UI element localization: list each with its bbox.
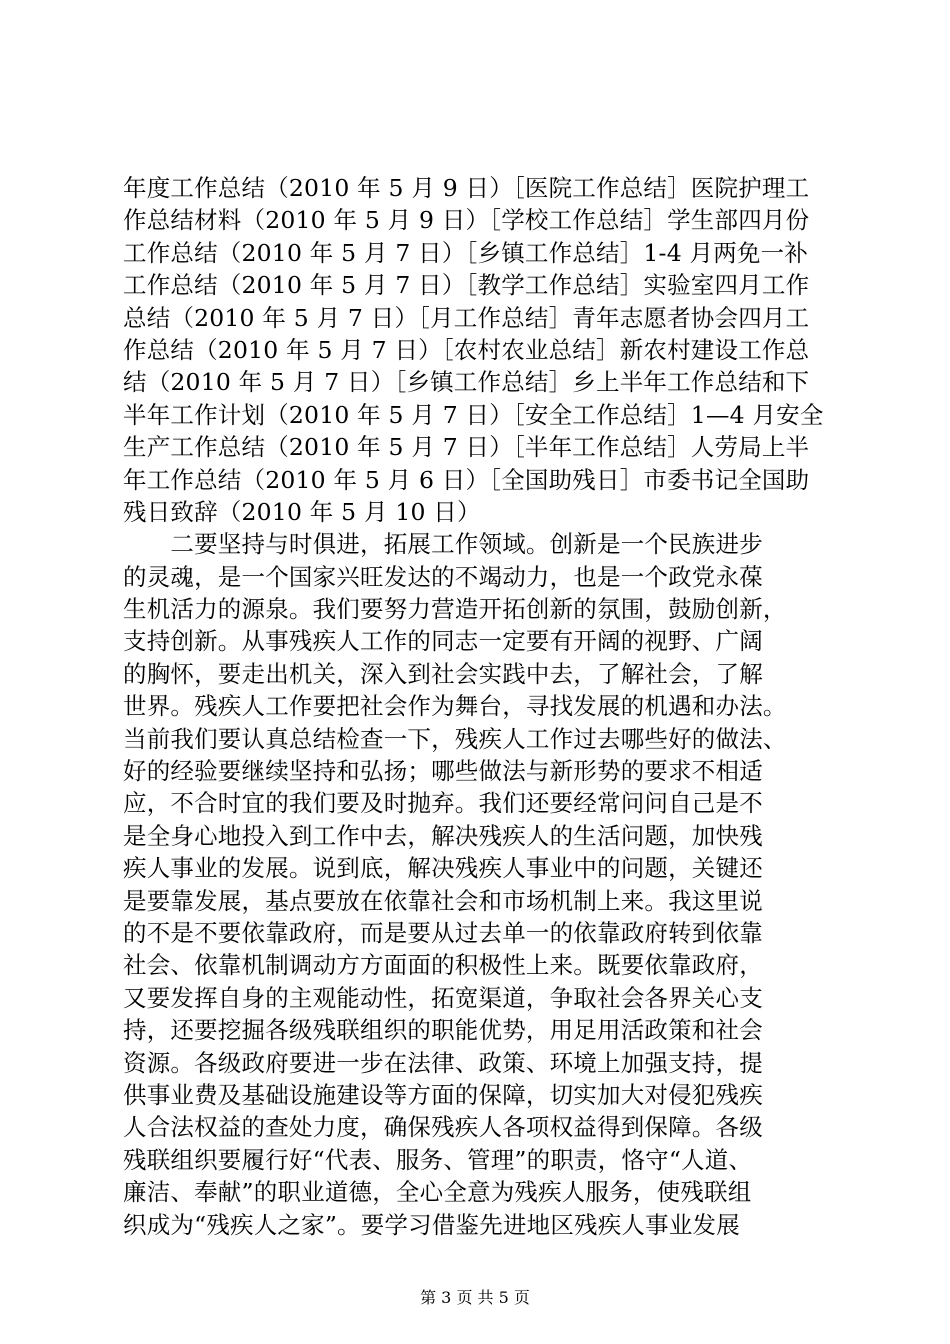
text-line: 二要坚持与时俱进，拓展工作领域。创新是一个民族进步 bbox=[123, 530, 763, 559]
text-line: 工作总结（2010 年 5 月 7 日）［教学工作总结］实验室四月工作 bbox=[123, 271, 810, 300]
document-body bbox=[123, 172, 835, 1241]
text-line: 总结（2010 年 5 月 7 日）［月工作总结］青年志愿者协会四月工 bbox=[123, 303, 810, 332]
text-line: 当前我们要认真总结检查一下，残疾人工作过去哪些好的做法、 bbox=[123, 724, 787, 753]
text-line: 世界。残疾人工作要把社会作为舞台，寻找发展的机遇和办法。 bbox=[123, 692, 787, 721]
text-line: 作总结材料（2010 年 5 月 9 日）［学校工作总结］学生部四月份 bbox=[123, 206, 810, 235]
text-line: 疾人事业的发展。说到底，解决残疾人事业中的问题，关键还 bbox=[123, 854, 763, 883]
text-line: 社会、依靠机制调动方方面面的积极性上来。既要依靠政府， bbox=[123, 951, 763, 980]
text-line: 织成为“残疾人之家”。要学习借鉴先进地区残疾人事业发展 bbox=[123, 1210, 740, 1239]
text-line: 作总结（2010 年 5 月 7 日）［农村农业总结］新农村建设工作总 bbox=[123, 335, 810, 364]
text-line: 是要靠发展，基点要放在依靠社会和市场机制上来。我这里说 bbox=[123, 886, 763, 915]
text-line: 支持创新。从事残疾人工作的同志一定要有开阔的视野、广阔 bbox=[123, 627, 763, 656]
text-line: 的胸怀，要走出机关，深入到社会实践中去，了解社会，了解 bbox=[123, 659, 763, 688]
text-line: 持，还要挖掘各级残联组织的职能优势，用足用活政策和社会 bbox=[123, 1016, 763, 1045]
text-line: 生产工作总结（2010 年 5 月 7 日）［半年工作总结］人劳局上半 bbox=[123, 433, 810, 462]
text-line: 人合法权益的查处力度，确保残疾人各项权益得到保障。各级 bbox=[123, 1113, 763, 1142]
text-line: 是全身心地投入到工作中去，解决残疾人的生活问题，加快残 bbox=[123, 821, 763, 850]
text-line: 年工作总结（2010 年 5 月 6 日）［全国助残日］市委书记全国助 bbox=[123, 465, 810, 494]
text-line: 结（2010 年 5 月 7 日）［乡镇工作总结］乡上半年工作总结和下 bbox=[123, 368, 810, 397]
text-line: 半年工作计划（2010 年 5 月 7 日）［安全工作总结］1—4 月安全 bbox=[123, 400, 824, 429]
text-line: 供事业费及基础设施建设等方面的保障，切实加大对侵犯残疾 bbox=[123, 1080, 763, 1109]
text-line: 的不是不要依靠政府，而是要从过去单一的依靠政府转到依靠 bbox=[123, 918, 763, 947]
text-line: 廉洁、奉献”的职业道德，全心全意为残疾人服务，使残联组 bbox=[123, 1178, 752, 1207]
text-line: 生机活力的源泉。我们要努力营造开拓创新的氛围，鼓励创新， bbox=[123, 595, 787, 624]
text-line: 应，不合时宜的我们要及时抛弃。我们还要经常问问自己是不 bbox=[123, 789, 763, 818]
text-line: 残联组织要履行好“代表、服务、管理”的职责，恪守“人道、 bbox=[123, 1145, 753, 1174]
page-footer: 第 3 页 共 5 页 bbox=[420, 1288, 530, 1307]
text-line: 的灵魂，是一个国家兴旺发达的不竭动力，也是一个政党永葆 bbox=[123, 562, 763, 591]
text-line: 年度工作总结（2010 年 5 月 9 日）［医院工作总结］医院护理工 bbox=[123, 174, 810, 202]
text-line: 工作总结（2010 年 5 月 7 日）［乡镇工作总结］1-4 月两免一补 bbox=[123, 238, 809, 267]
text-line: 又要发挥自身的主观能动性，拓宽渠道，争取社会各界关心支 bbox=[123, 983, 763, 1012]
text-line: 好的经验要继续坚持和弘扬；哪些做法与新形势的要求不相适 bbox=[123, 757, 763, 786]
text-line: 残日致辞（2010 年 5 月 10 日） bbox=[123, 497, 481, 526]
text-line: 资源。各级政府要进一步在法律、政策、环境上加强支持，提 bbox=[123, 1048, 763, 1077]
